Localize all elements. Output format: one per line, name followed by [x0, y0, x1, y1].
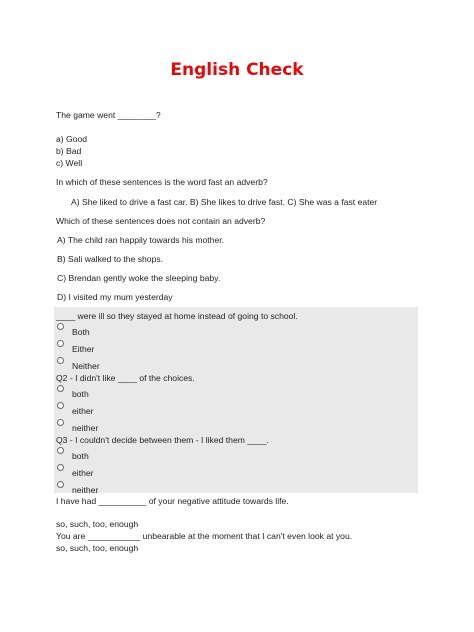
quiz-question-3-radio-both[interactable] — [57, 447, 64, 454]
question-1-option-b: b) Bad — [56, 146, 82, 156]
quiz-question-3-option-both: both — [72, 451, 89, 461]
quiz-question-1-option-neither: Neither — [72, 361, 100, 371]
question-4-prompt: I have had __________ of your negative attitude towards life. — [56, 496, 289, 506]
question-4-options: so, such, too, enough — [56, 519, 139, 529]
quiz-question-1-radio-both[interactable] — [57, 323, 64, 330]
question-1-option-c: c) Well — [56, 158, 83, 168]
question-5-prompt: You are ___________ unbearable at the moment that I can't even look at you. — [56, 531, 353, 541]
quiz-question-2-option-neither: neither — [72, 423, 99, 433]
question-3-option-a: A) The child ran happily towards his mother. — [57, 235, 225, 245]
question-3-option-b: B) Sali walked to the shops. — [57, 254, 164, 264]
quiz-question-1-radio-neither[interactable] — [57, 357, 64, 364]
question-3-option-d: D) I visited my mum yesterday — [57, 292, 173, 302]
quiz-question-1-radio-either[interactable] — [57, 340, 64, 347]
quiz-question-2-option-both: both — [72, 389, 89, 399]
question-5-options: so, such, too, enough — [56, 543, 139, 553]
page-title: English Check — [170, 60, 304, 80]
quiz-question-2-prompt: Q2 - I didn't like ____ of the choices. — [56, 373, 195, 383]
quiz-question-1-prompt: ____ were ill so they stayed at home instead of going to school. — [56, 311, 298, 321]
quiz-question-2-option-either: either — [72, 406, 94, 416]
quiz-question-2-radio-either[interactable] — [57, 402, 64, 409]
quiz-question-1-option-either: Either — [72, 344, 95, 354]
question-1-option-a: a) Good — [56, 134, 88, 144]
question-1-prompt: The game went ________? — [56, 110, 161, 120]
quiz-question-2-radio-neither[interactable] — [57, 419, 64, 426]
question-2-options: A) She liked to drive a fast car. B) She likes to drive fast. C) She was a fast eater — [71, 197, 378, 207]
quiz-question-2-radio-both[interactable] — [57, 385, 64, 392]
question-2-prompt: In which of these sentences is the word fast an adverb? — [56, 177, 268, 187]
question-3-option-c: C) Brendan gently woke the sleeping baby. — [57, 273, 221, 283]
question-3-prompt: Which of these sentences does not contain an adverb? — [56, 216, 266, 226]
quiz-question-3-option-either: either — [72, 468, 94, 478]
quiz-question-3-radio-either[interactable] — [57, 464, 64, 471]
quiz-question-3-prompt: Q3 - I couldn't decide between them - I liked them ____. — [56, 435, 269, 445]
quiz-form — [54, 307, 418, 493]
quiz-question-3-option-neither: neither — [72, 485, 99, 495]
quiz-question-1-option-both: Both — [72, 327, 90, 337]
quiz-question-3-radio-neither[interactable] — [57, 481, 64, 488]
